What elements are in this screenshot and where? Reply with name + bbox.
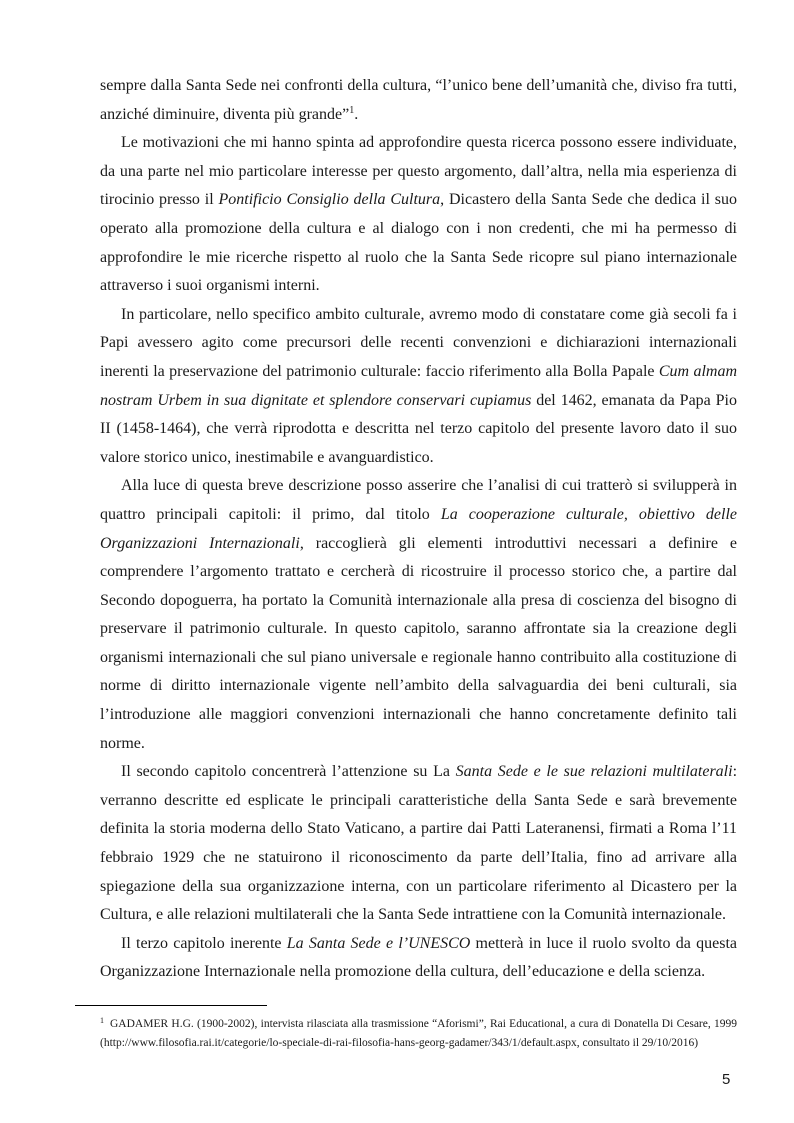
paragraph-3-italic: Cum almam nostram Urbem in sua dignitate et splendore conservari cupiamus [100,362,738,409]
paragraph-2-italic: Pontificio Consiglio della Cultura [218,191,441,209]
document-body [100,72,737,987]
paragraph-2-text-a: Le motivazioni che mi hanno spinta ad approfondire questa ricerca possono essere individuate, da una parte nel mio particolare interesse per questo argomento, dall’altra, nella mia esperienza di tirocinio presso il [100,134,737,209]
paragraph-4-italic: La cooperazione culturale, obiettivo delle Organizzazioni Internazionali [100,505,738,552]
footnote-divider [75,1005,267,1006]
paragraph-6-text-b: metterà in luce il ruolo svolto da questa Organizzazione Internazionale nella promozione della cultura, dell’educazione e della scienza. [100,934,737,981]
footnote-text: GADAMER H.G. (1900-2002), intervista rilasciata alla trasmissione “Aforismi”, Rai Educational, a cura di Donatella Di Cesare, 1999 (http://www.filosofia.rai.it/categorie/lo-speciale-di-rai-filosofia-hans-georg-gadamer/343/1/default.aspx, consultato il 29/10/2016) [100,1018,737,1050]
footnote-reference[interactable]: 1 [349,104,355,116]
paragraph-4-text-b: , raccoglierà gli elementi introduttivi necessari a definire e comprendere l’argomento trattato e cercherà di ricostruire il processo storico che, a partire dal Secondo dopoguerra, ha portato la Comunità internazionale alla presa di coscienza del bisogno di preservare il patrimonio culturale. In questo capitolo, saranno affrontate sia la creazione degli organismi internazionali che sul piano universale e regionale hanno contribuito alla costituzione di norme di diritto internazionale vigente nell’ambito della salvaguardia dei beni culturali, sia l’introduzione alle maggiori convenzioni internazionali che hanno concretamente definito tali norme. [100,534,737,752]
paragraph-6-text-a: Il terzo capitolo inerente [121,934,287,952]
paragraph-2-text-b: , Dicastero della Santa Sede che dedica il suo operato alla promozione della cultura e al dialogo con i non credenti, che mi ha permesso di approfondire le mie ricerche rispetto al ruolo che la Santa Sede ricopre sul piano internazionale attraverso i suoi organismi interni. [100,191,737,295]
paragraph-5-text-b: : verranno descritte ed esplicate le principali caratteristiche della Santa Sede e sarà brevemente definita la storia moderna dello Stato Vaticano, a partire dai Patti Lateranensi, firmati a Roma l’11 febbraio 1929 che ne statuirono il riconoscimento da parte dell’Italia, fino ad arrivare alla spiegazione della sua organizzazione interna, con un particolare riferimento al Dicastero per la Cultura, e alle relazioni multilaterali che la Santa Sede intrattiene con la Comunità internazionale. [100,763,738,924]
paragraph-2 [100,129,737,301]
paragraph-1: sempre dalla Santa Sede nei confronti della cultura, “l’unico bene dell’umanità che, diviso fra tutti, anziché diminuire, diventa più grande”$^1$. [100,77,737,123]
paragraph-5-text-a: Il secondo capitolo concentrerà l’attenzione su La [121,763,456,781]
paragraph-3 [100,301,737,473]
paragraph-5-italic: Santa Sede e le sue relazioni multilaterali [455,763,733,781]
footnote [100,1011,737,1054]
paragraph-1-text: sempre dalla Santa Sede nei confronti della cultura, “l’unico bene dell’umanità che, diviso fra tutti, anziché diminuire, diventa più grande” [100,77,737,123]
paragraph-5 [100,758,737,930]
paragraph-4 [100,472,737,758]
page-number: 5 [722,1071,731,1088]
paragraph-6 [100,930,737,987]
footnote-number: 1 [100,1016,104,1025]
paragraph-6-italic: La Santa Sede e l’UNESCO [286,934,471,952]
paragraph-3-text-b: del 1462, emanata da Papa Pio II (1458-1464), che verrà riprodotta e descritta nel terzo capitolo del presente lavoro dato il suo valore storico unico, inestimabile e avanguardistico. [100,391,737,466]
paragraph-4-text-a: Alla luce di questa breve descrizione posso asserire che l’analisi di cui tratterò si svilupperà in quattro principali capitoli: il primo, dal titolo [100,477,737,523]
paragraph-3-text-a: In particolare, nello specifico ambito culturale, avremo modo di constatare come già secoli fa i Papi avessero agito come precursori delle recenti convenzioni e dichiarazioni internazionali inerenti la preservazione del patrimonio culturale: faccio riferimento alla Bolla Papale [100,305,737,380]
